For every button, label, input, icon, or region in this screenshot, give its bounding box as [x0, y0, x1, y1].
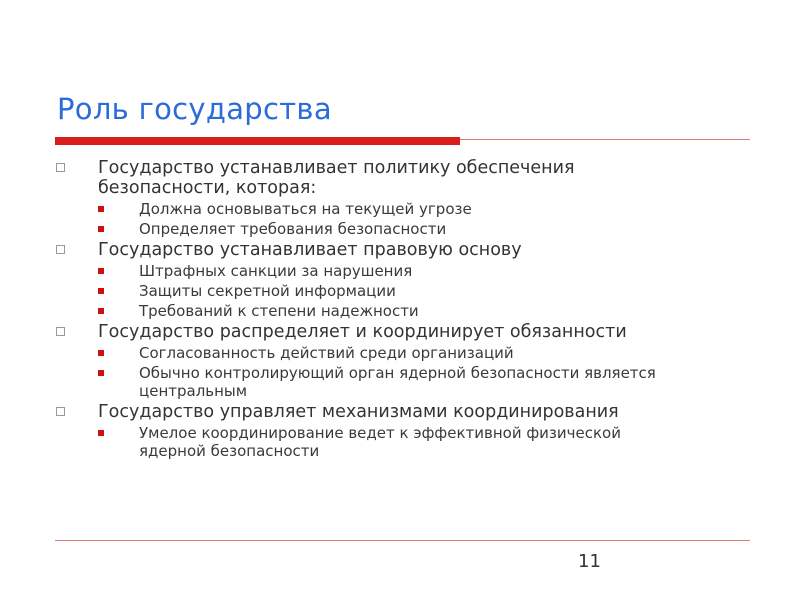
bullet-list	[56, 158, 746, 462]
sub-bullet-item	[56, 262, 746, 280]
sub-bullet-item	[56, 282, 746, 300]
bullet-item	[56, 402, 746, 422]
sub-bullet-text-line: Умелое координирование ведет к эффективной физической	[139, 424, 621, 442]
red-square-bullet-icon	[98, 430, 104, 436]
sub-bullet-text-line: Защиты секретной информации	[139, 282, 396, 300]
page-number: 11	[578, 551, 601, 572]
red-square-bullet-icon	[98, 370, 104, 376]
sub-bullet-text-line: Требований к степени надежности	[139, 302, 419, 320]
title-rule-thin	[460, 139, 750, 140]
sub-bullet-group	[56, 262, 746, 320]
hollow-square-bullet-icon	[56, 163, 65, 172]
red-square-bullet-icon	[98, 288, 104, 294]
slide-title: Роль государства	[57, 92, 332, 126]
sub-bullet-item	[56, 200, 746, 218]
bullet-text-line: Государство управляет механизмами координирования	[98, 402, 619, 422]
hollow-square-bullet-icon	[56, 327, 65, 336]
sub-bullet-text-line: Должна основываться на текущей угрозе	[139, 200, 472, 218]
sub-bullet-item	[56, 424, 746, 460]
red-square-bullet-icon	[98, 308, 104, 314]
sub-bullet-item	[56, 302, 746, 320]
bullet-text-line: безопасности, которая:	[98, 178, 317, 198]
sub-bullet-group	[56, 424, 746, 460]
sub-bullet-text-line: центральным	[139, 382, 248, 400]
bullet-item	[56, 322, 746, 342]
sub-bullet-group	[56, 344, 746, 400]
hollow-square-bullet-icon	[56, 407, 65, 416]
bullet-item	[56, 240, 746, 260]
sub-bullet-text-line: Согласованность действий среди организаций	[139, 344, 514, 362]
sub-bullet-text-line: Штрафных санкции за нарушения	[139, 262, 413, 280]
title-rule-thick	[55, 137, 460, 145]
sub-bullet-item	[56, 344, 746, 362]
sub-bullet-item	[56, 220, 746, 238]
bullet-item	[56, 158, 746, 198]
bullet-text-line: Государство устанавливает политику обеспечения	[98, 158, 575, 178]
red-square-bullet-icon	[98, 268, 104, 274]
sub-bullet-text-line: Обычно контролирующий орган ядерной безопасности является	[139, 364, 656, 382]
bullet-text-line: Государство устанавливает правовую основу	[98, 240, 522, 260]
red-square-bullet-icon	[98, 206, 104, 212]
sub-bullet-item	[56, 364, 746, 400]
hollow-square-bullet-icon	[56, 245, 65, 254]
red-square-bullet-icon	[98, 226, 104, 232]
sub-bullet-text-line: ядерной безопасности	[139, 442, 320, 460]
red-square-bullet-icon	[98, 350, 104, 356]
footer-rule	[55, 540, 750, 541]
bullet-text-line: Государство распределяет и координирует обязанности	[98, 322, 627, 342]
sub-bullet-text-line: Определяет требования безопасности	[139, 220, 447, 238]
sub-bullet-group	[56, 200, 746, 238]
